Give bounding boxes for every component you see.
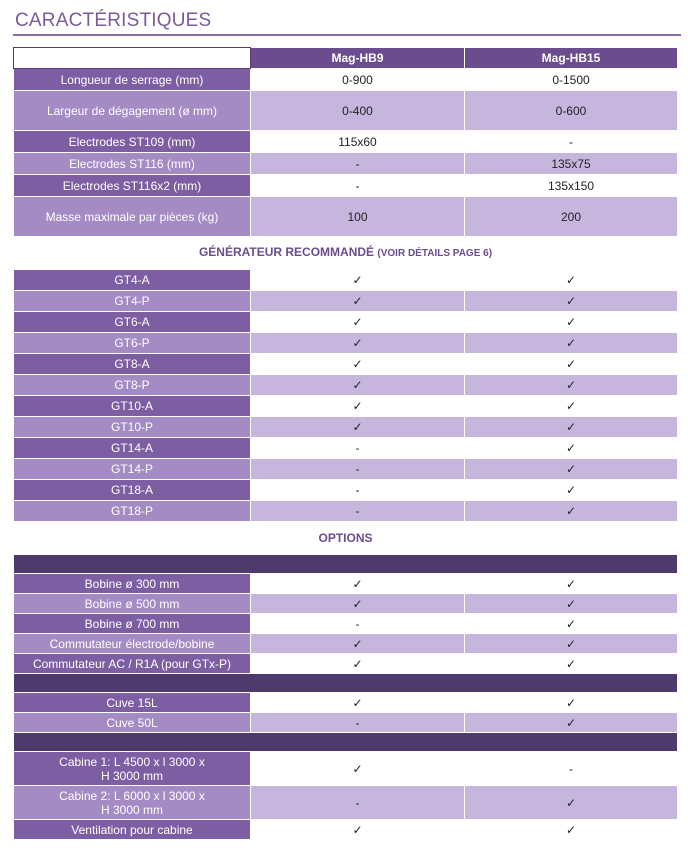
row-label: GT4-A bbox=[14, 270, 251, 291]
value-hb9: ✓ bbox=[251, 634, 465, 654]
group-divider-cell bbox=[14, 555, 678, 574]
value-hb15: ✓ bbox=[465, 291, 678, 312]
generator-row bbox=[14, 501, 678, 522]
value-hb9: - bbox=[251, 614, 465, 634]
value-hb9: ✓ bbox=[251, 417, 465, 438]
row-label: GT8-A bbox=[14, 354, 251, 375]
option-row bbox=[14, 786, 678, 820]
value-hb15: ✓ bbox=[465, 396, 678, 417]
generator-row bbox=[14, 417, 678, 438]
value-hb15: 135x75 bbox=[465, 153, 678, 175]
row-label-line1: Cabine 2: L 6000 x l 3000 x bbox=[59, 788, 205, 803]
value-hb9: - bbox=[251, 459, 465, 480]
value-hb9: 0-900 bbox=[251, 69, 465, 91]
row-label-line2: H 3000 mm bbox=[100, 768, 164, 783]
value-hb15: 0-600 bbox=[465, 91, 678, 131]
value-hb15: ✓ bbox=[465, 501, 678, 522]
value-hb15: ✓ bbox=[465, 713, 678, 733]
value-hb15: ✓ bbox=[465, 693, 678, 713]
generator-row bbox=[14, 459, 678, 480]
value-hb9: - bbox=[251, 786, 465, 820]
options-section-header bbox=[14, 522, 678, 555]
row-label: GT14-P bbox=[14, 459, 251, 480]
option-row bbox=[14, 752, 678, 786]
group-divider-cell bbox=[14, 674, 678, 693]
value-hb15: ✓ bbox=[465, 594, 678, 614]
generator-note: (VOIR DÉTAILS PAGE 6) bbox=[377, 248, 493, 259]
generator-section-header bbox=[14, 237, 678, 270]
row-label: GT18-A bbox=[14, 480, 251, 501]
value-hb9: ✓ bbox=[251, 820, 465, 840]
option-row bbox=[14, 820, 678, 840]
value-hb9: ✓ bbox=[251, 333, 465, 354]
page-title: CARACTÉRISTIQUES bbox=[15, 10, 212, 31]
options-title: OPTIONS bbox=[14, 522, 678, 555]
value-hb9: - bbox=[251, 438, 465, 459]
value-hb15: ✓ bbox=[465, 654, 678, 674]
option-row bbox=[14, 634, 678, 654]
value-hb9: ✓ bbox=[251, 752, 465, 786]
value-hb9: ✓ bbox=[251, 354, 465, 375]
value-hb9: ✓ bbox=[251, 693, 465, 713]
value-hb15: ✓ bbox=[465, 438, 678, 459]
value-hb15: ✓ bbox=[465, 480, 678, 501]
generator-row bbox=[14, 375, 678, 396]
value-hb9: ✓ bbox=[251, 654, 465, 674]
row-label bbox=[14, 752, 251, 786]
value-hb15: ✓ bbox=[465, 417, 678, 438]
row-label: Bobine ø 500 mm bbox=[14, 594, 251, 614]
group-divider-cell bbox=[14, 733, 678, 752]
group-divider bbox=[14, 555, 678, 574]
value-hb9: - bbox=[251, 713, 465, 733]
row-label: Commutateur AC / R1A (pour GTx-P) bbox=[14, 654, 251, 674]
value-hb9: 100 bbox=[251, 197, 465, 237]
row-label: Bobine ø 300 mm bbox=[14, 574, 251, 594]
spec-table bbox=[13, 47, 678, 840]
row-label: GT14-A bbox=[14, 438, 251, 459]
value-hb9: 115x60 bbox=[251, 131, 465, 153]
option-row bbox=[14, 713, 678, 733]
row-label: Electrodes ST109 (mm) bbox=[14, 131, 251, 153]
spec-row bbox=[14, 153, 678, 175]
generator-row bbox=[14, 354, 678, 375]
generator-row bbox=[14, 480, 678, 501]
row-label bbox=[14, 786, 251, 820]
value-hb15: 200 bbox=[465, 197, 678, 237]
option-row bbox=[14, 693, 678, 713]
value-hb15: 135x150 bbox=[465, 175, 678, 197]
value-hb9: ✓ bbox=[251, 375, 465, 396]
value-hb9: - bbox=[251, 153, 465, 175]
spec-row bbox=[14, 131, 678, 153]
row-label: Longueur de serrage (mm) bbox=[14, 69, 251, 91]
value-hb9: ✓ bbox=[251, 396, 465, 417]
row-label: Cuve 50L bbox=[14, 713, 251, 733]
generator-row bbox=[14, 270, 678, 291]
value-hb15: ✓ bbox=[465, 574, 678, 594]
value-hb15: ✓ bbox=[465, 354, 678, 375]
row-label-line1: Cabine 1: L 4500 x l 3000 x bbox=[59, 754, 205, 769]
value-hb9: ✓ bbox=[251, 312, 465, 333]
value-hb15: ✓ bbox=[465, 634, 678, 654]
value-hb15: - bbox=[465, 752, 678, 786]
row-label: GT6-P bbox=[14, 333, 251, 354]
row-label: GT10-P bbox=[14, 417, 251, 438]
option-row bbox=[14, 654, 678, 674]
generator-row bbox=[14, 438, 678, 459]
option-row bbox=[14, 574, 678, 594]
header-blank-cell bbox=[14, 48, 251, 69]
value-hb15: ✓ bbox=[465, 375, 678, 396]
value-hb9: ✓ bbox=[251, 270, 465, 291]
group-divider bbox=[14, 733, 678, 752]
value-hb15: ✓ bbox=[465, 820, 678, 840]
row-label: Ventilation pour cabine bbox=[14, 820, 251, 840]
spec-row bbox=[14, 175, 678, 197]
value-hb15: - bbox=[465, 131, 678, 153]
row-label: GT18-P bbox=[14, 501, 251, 522]
section-header bbox=[13, 0, 681, 36]
spec-row bbox=[14, 69, 678, 91]
row-label: Largeur de dégagement (ø mm) bbox=[14, 91, 251, 131]
generator-row bbox=[14, 312, 678, 333]
row-label: GT4-P bbox=[14, 291, 251, 312]
row-label: Electrodes ST116x2 (mm) bbox=[14, 175, 251, 197]
header-row bbox=[14, 48, 678, 69]
model-header-hb9: Mag-HB9 bbox=[251, 48, 465, 69]
generator-title: GÉNÉRATEUR RECOMMANDÉ bbox=[198, 245, 375, 259]
row-label: Commutateur électrode/bobine bbox=[14, 634, 251, 654]
model-header-hb15: Mag-HB15 bbox=[465, 48, 678, 69]
row-label: Masse maximale par pièces (kg) bbox=[14, 197, 251, 237]
value-hb15: ✓ bbox=[465, 333, 678, 354]
spec-row bbox=[14, 91, 678, 131]
row-label: Bobine ø 700 mm bbox=[14, 614, 251, 634]
value-hb15: ✓ bbox=[465, 459, 678, 480]
group-divider bbox=[14, 674, 678, 693]
value-hb15: 0-1500 bbox=[465, 69, 678, 91]
generator-row bbox=[14, 291, 678, 312]
value-hb9: ✓ bbox=[251, 574, 465, 594]
value-hb9: ✓ bbox=[251, 291, 465, 312]
generator-section-title bbox=[14, 237, 678, 270]
value-hb15: ✓ bbox=[465, 786, 678, 820]
value-hb9: - bbox=[251, 501, 465, 522]
spec-row bbox=[14, 197, 678, 237]
row-label: GT6-A bbox=[14, 312, 251, 333]
row-label-line2: H 3000 mm bbox=[100, 802, 164, 817]
row-label: Electrodes ST116 (mm) bbox=[14, 153, 251, 175]
generator-row bbox=[14, 333, 678, 354]
value-hb15: ✓ bbox=[465, 270, 678, 291]
value-hb9: ✓ bbox=[251, 594, 465, 614]
row-label: Cuve 15L bbox=[14, 693, 251, 713]
value-hb9: - bbox=[251, 175, 465, 197]
option-row bbox=[14, 594, 678, 614]
value-hb9: - bbox=[251, 480, 465, 501]
generator-row bbox=[14, 396, 678, 417]
value-hb15: ✓ bbox=[465, 312, 678, 333]
row-label: GT8-P bbox=[14, 375, 251, 396]
value-hb9: 0-400 bbox=[251, 91, 465, 131]
row-label: GT10-A bbox=[14, 396, 251, 417]
value-hb15: ✓ bbox=[465, 614, 678, 634]
option-row bbox=[14, 614, 678, 634]
